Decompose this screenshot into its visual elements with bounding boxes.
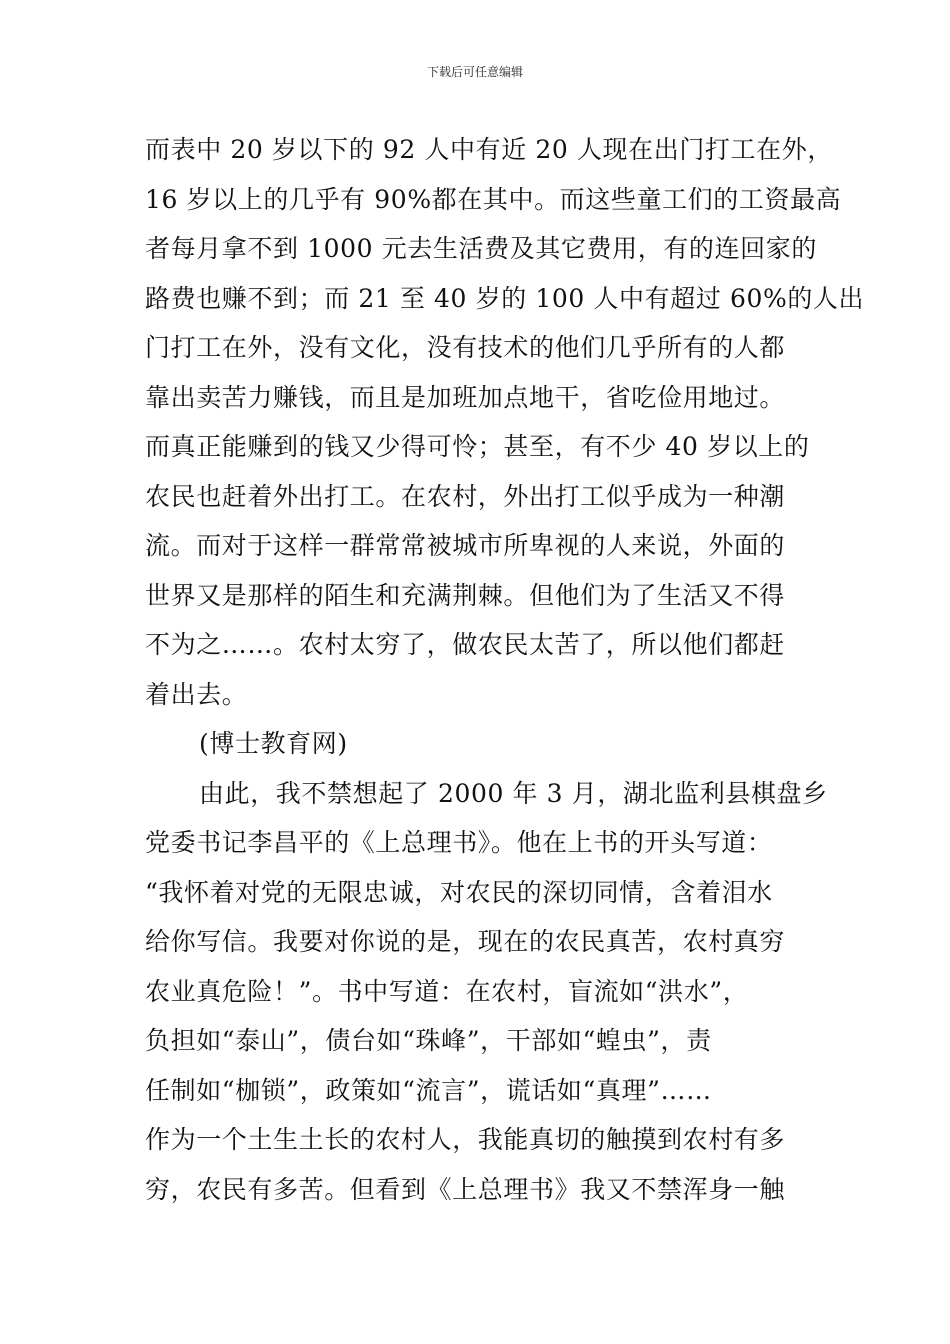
- paragraph-line: 农民也赶着外出打工。在农村，外出打工似乎成为一种潮: [145, 481, 786, 511]
- source-note: (博士教育网): [199, 729, 348, 758]
- paragraph-line: 作为一个土生土长的农村人，我能真切的触摸到农村有多: [145, 1125, 786, 1154]
- paragraph-line: 靠出卖苦力赚钱，而且是加班加点地干，省吃俭用地过。: [145, 382, 786, 412]
- paragraph-line: 农业真危险！”。书中写道：在农村，盲流如“洪水”，: [145, 976, 749, 1006]
- paragraph-line: 流。而对于这样一群常常被城市所卑视的人来说，外面的: [145, 531, 786, 560]
- paragraph-line: 给你写信。我要对你说的是，现在的农民真苦，农村真穷: [145, 927, 786, 956]
- paragraph-line: 者每月拿不到 1000 元去生活费及其它费用，有的连回家的: [145, 234, 817, 263]
- paragraph-line: 由此，我不禁想起了 2000 年 3 月，湖北监利县棋盘乡: [199, 778, 828, 808]
- paragraph-line: 着出去。: [145, 679, 248, 709]
- paragraph-line: 而表中 20 岁以下的 92 人中有近 20 人现在出门打工在外，: [145, 135, 833, 164]
- paragraph-line: 负担如“泰山”，债台如“珠峰”，干部如“蝗虫”，责: [145, 1026, 712, 1055]
- document-body: [145, 125, 865, 1214]
- paragraph-line: 门打工在外，没有文化，没有技术的他们几乎所有的人都: [145, 333, 786, 362]
- paragraph-line: 而真正能赚到的钱又少得可怜；甚至，有不少 40 岁以上的: [145, 432, 810, 461]
- paragraph-line: 世界又是那样的陌生和充满荆棘。但他们为了生活又不得: [145, 580, 786, 610]
- page-header: 下载后可任意编辑: [426, 65, 523, 79]
- paragraph-line: 穷，农民有多苦。但看到《上总理书》我又不禁浑身一触: [145, 1174, 786, 1204]
- paragraph-line: 任制如“枷锁”，政策如“流言”，谎话如“真理”……: [145, 1075, 712, 1105]
- paragraph-line: 党委书记李昌平的《上总理书》。他在上书的开头写道：: [145, 828, 773, 857]
- paragraph-line: 16 岁以上的几乎有 90%都在其中。而这些童工们的工资最高: [145, 184, 842, 214]
- paragraph-line: 不为之……。农村太穷了，做农民太苦了，所以他们都赶: [145, 630, 786, 659]
- paragraph-line: 路费也赚不到；而 21 至 40 岁的 100 人中有超过 60%的人出: [145, 283, 865, 313]
- paragraph-line: “我怀着对党的无限忠诚，对农民的深切同情，含着泪水: [145, 877, 773, 907]
